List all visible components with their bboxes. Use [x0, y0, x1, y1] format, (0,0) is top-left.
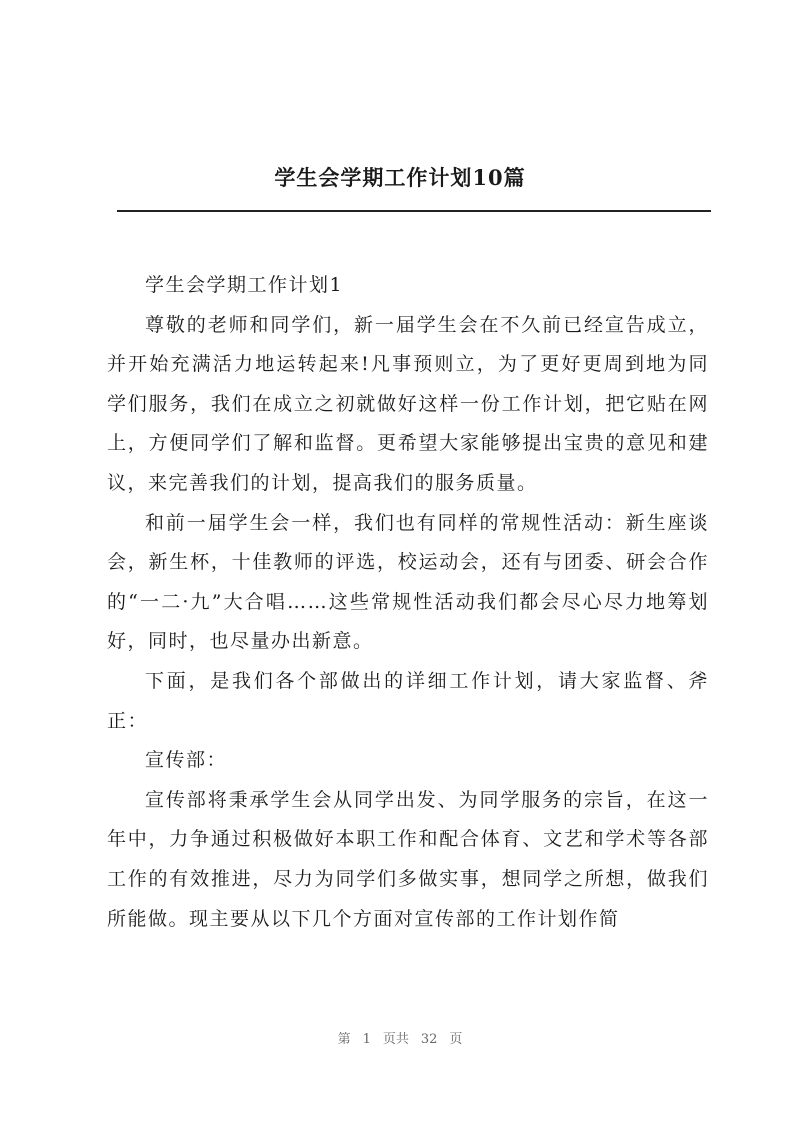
current-page-number: 1: [362, 1032, 371, 1047]
page-label-suffix: 页: [449, 1032, 463, 1047]
body-paragraph: 尊敬的老师和同学们，新一届学生会在不久前已经宣告成立，并开始充满活力地运转起来!凡事预则立，为了更好更周到地为同学们服务，我们在成立之初就做好这样一份工作计划，把它贴在网上，方便同学们了解和监督。更希望大家能够提出宝贵的意见和建议，来完善我们的计划，提高我们的服务质量。: [107, 313, 709, 494]
page-footer: [0, 1030, 800, 1050]
document-body: [107, 266, 709, 939]
total-pages-number: 32: [420, 1032, 438, 1047]
title-divider: [117, 210, 711, 212]
body-paragraph: 下面，是我们各个部做出的详细工作计划，请大家监督、斧正：: [107, 669, 709, 732]
department-heading: 宣传部：: [145, 749, 228, 772]
section-heading: 学生会学期工作计划1: [145, 274, 344, 296]
page-label-middle: 页共: [382, 1032, 409, 1047]
page-label-prefix: 第: [337, 1032, 351, 1047]
document-title: 学生会学期工作计划10篇: [274, 165, 526, 190]
body-paragraph: 和前一届学生会一样，我们也有同样的常规性活动：新生座谈会，新生杯，十佳教师的评选，校运动会，还有与团委、研会合作的“一二·九”大合唱……这些常规性活动我们都会尽心尽力地筹划好，同时，也尽量办出新意。: [107, 511, 709, 653]
body-paragraph: 宣传部将秉承学生会从同学出发、为同学服务的宗旨，在这一年中，力争通过积极做好本职工作和配合体育、文艺和学术等各部工作的有效推进，尽力为同学们多做实事，想同学之所想，做我们所能做。现主要从以下几个方面对宣传部的工作计划作简: [107, 788, 709, 930]
